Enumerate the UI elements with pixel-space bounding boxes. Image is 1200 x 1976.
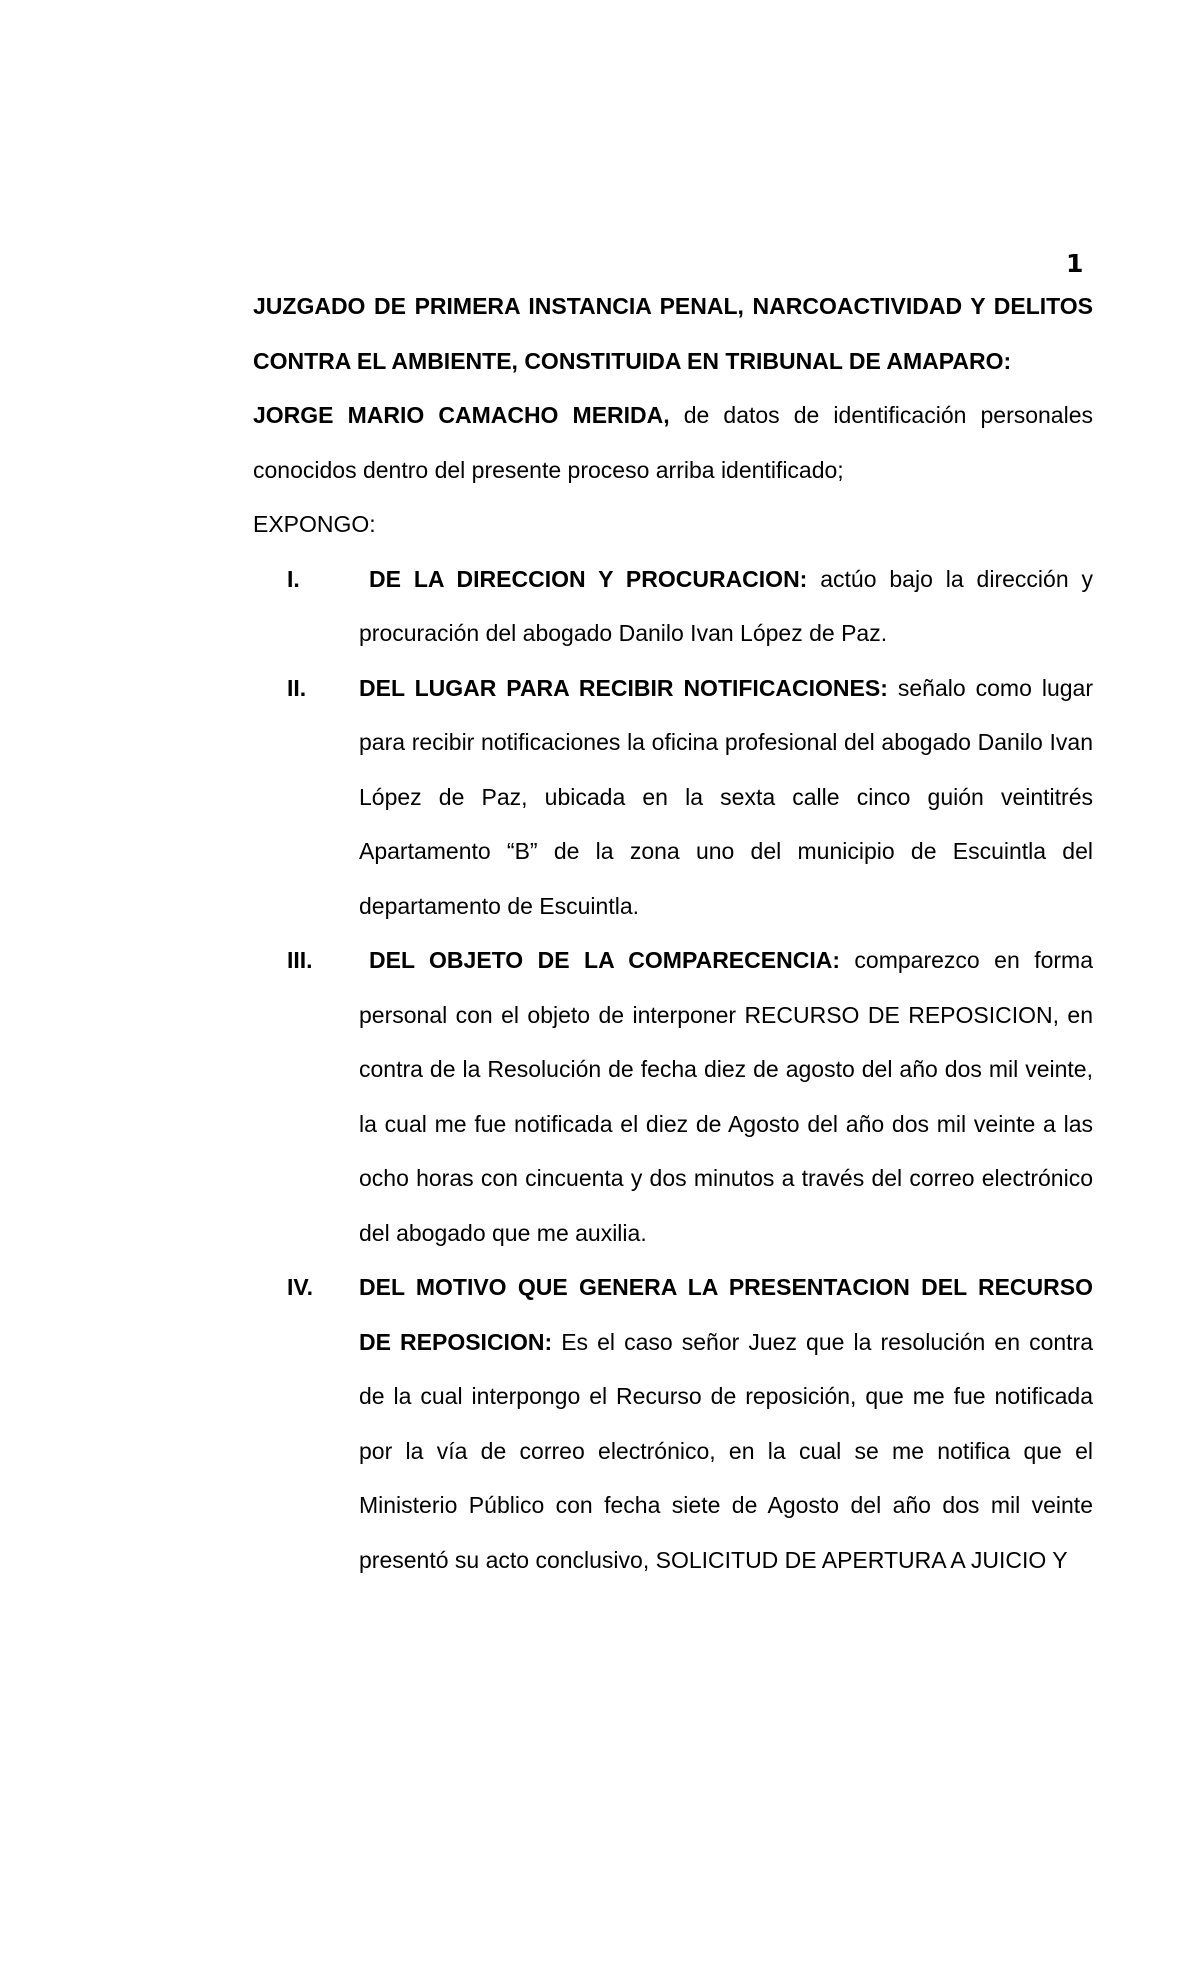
item-numeral: IV. (287, 1274, 314, 1300)
item-text: comparezco en forma personal con el objeto de interponer RECURSO DE REPOSICION, en contra de la Resolución de fecha diez de agosto del año dos mil veinte, la cual me fue notificada el diez de Agosto del año dos mil veinte a las ocho horas con cincuenta y dos minutos a través del correo electrónico del abogado que me auxilia. (359, 947, 1093, 1246)
petitioner-name: JORGE MARIO CAMACHO MERIDA, (253, 402, 670, 428)
court-heading (253, 279, 1093, 388)
item-title: DEL MOTIVO QUE GENERA LA PRESENTACION DEL RECURSO DE REPOSICION: (359, 1274, 1093, 1355)
list-item-direccion (253, 552, 1093, 661)
item-title: DE LA DIRECCION Y PROCURACION: (369, 565, 808, 592)
item-text: señalo como lugar para recibir notificaciones la oficina profesional del abogado Danilo Ivan López de Paz, ubicada en la sexta calle cinco guión veintitrés Apartamento “B” de la zona uno del municipio de Escuintla del departamento de Escuintla. (359, 674, 1093, 919)
list-item-notificaciones (253, 661, 1093, 934)
item-numeral: II. (287, 674, 307, 701)
list-item-objeto (253, 933, 1093, 1260)
page-number: 1 (1066, 249, 1084, 278)
item-title: DEL LUGAR PARA RECIBIR NOTIFICACIONES: (359, 674, 888, 701)
item-numeral: I. (287, 565, 300, 592)
item-title: DEL OBJETO DE LA COMPARECENCIA: (369, 947, 840, 973)
petitioner-paragraph (253, 388, 1093, 497)
court-heading-text: JUZGADO DE PRIMERA INSTANCIA PENAL, NARCOACTIVIDAD Y DELITOS CONTRA EL AMBIENTE, CONSTITUIDA EN TRIBUNAL DE AMAPARO: (253, 293, 1093, 374)
expongo-label: EXPONGO: (253, 511, 376, 537)
item-text: Es el caso señor Juez que la resolución en contra de la cual interpongo el Recurso de reposición, que me fue notificada por la vía de correo electrónico, en la cual se me notifica que el Ministerio Público con fecha siete de Agosto del año dos mil veinte presentó su acto conclusivo, SOLICITUD DE APERTURA A JUICIO Y (359, 1328, 1093, 1573)
item-text: actúo bajo la dirección y procuración del abogado Danilo Ivan López de Paz. (359, 565, 1093, 646)
petitioner-text: de datos de identificación personales conocidos dentro del presente proceso arriba identificado; (253, 402, 1094, 483)
document-body (253, 279, 1093, 1587)
list-item-motivo (253, 1260, 1093, 1587)
item-numeral: III. (287, 947, 313, 973)
